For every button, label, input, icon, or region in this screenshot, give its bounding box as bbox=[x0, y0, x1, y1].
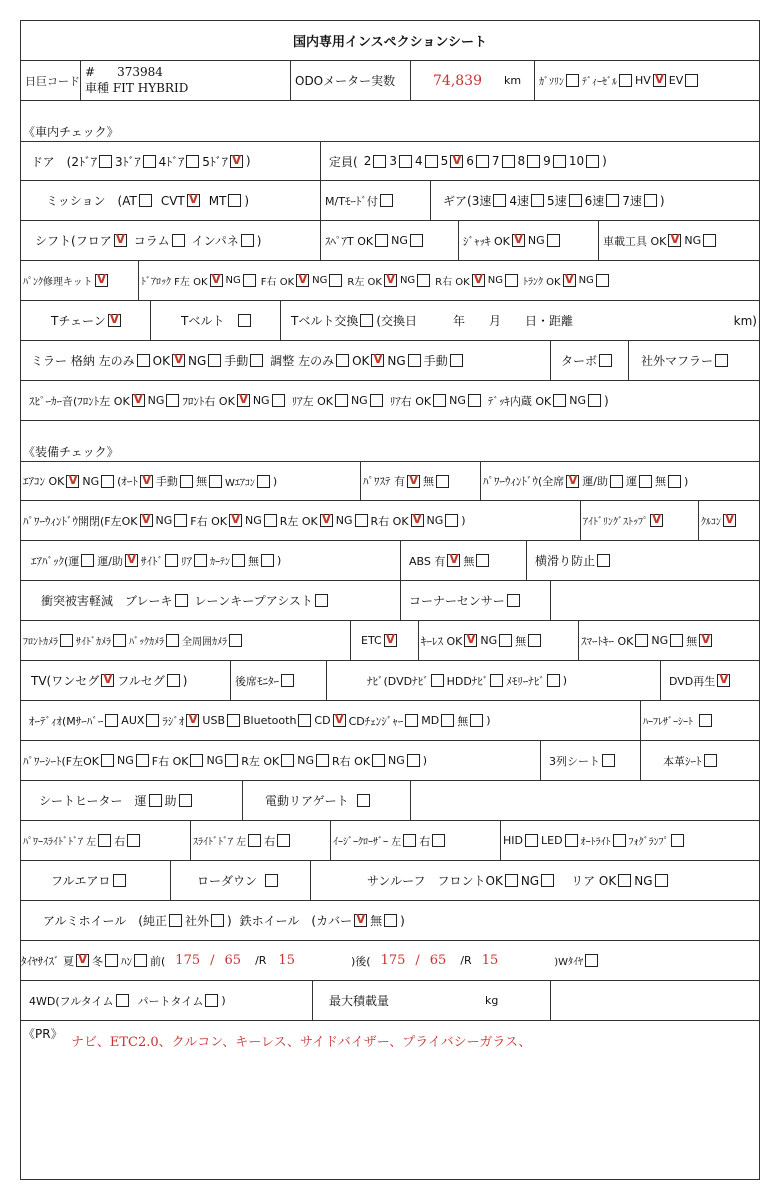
mission-cell: ミッション ( AT CVT V MT ) bbox=[21, 181, 321, 220]
mirror-fold-manual-checkbox[interactable] bbox=[250, 354, 263, 367]
shift-cell: シフト( フロア V コラム インパネ ) bbox=[21, 221, 321, 260]
lock-fl-ok-checkbox[interactable] bbox=[210, 274, 223, 287]
full-aero-checkbox[interactable] bbox=[113, 874, 126, 887]
tire-row bbox=[21, 941, 759, 981]
hv-checkbox[interactable] bbox=[653, 74, 666, 87]
usb-checkbox[interactable] bbox=[227, 714, 240, 727]
camera-row bbox=[21, 621, 759, 661]
lock-fl-ng-checkbox[interactable] bbox=[243, 274, 256, 287]
jack-cell: ｼﾞｬｯｷ OK V NG bbox=[459, 221, 599, 260]
aircon-ok-checkbox[interactable] bbox=[66, 475, 79, 488]
speaker-fl-ok-checkbox[interactable] bbox=[132, 394, 145, 407]
airbag-none-checkbox[interactable] bbox=[261, 554, 274, 567]
pr-label: 《PR》 bbox=[23, 1027, 63, 1041]
mirror-adjust-ng-checkbox[interactable] bbox=[408, 354, 421, 367]
interior-heading: 《車内チェック》 bbox=[23, 125, 119, 139]
hdd-navi-checkbox[interactable] bbox=[490, 674, 503, 687]
seat-heater-driver-checkbox[interactable] bbox=[149, 794, 162, 807]
door-3-checkbox[interactable] bbox=[143, 155, 156, 168]
odo-unit: km bbox=[504, 74, 522, 87]
hid-checkbox[interactable] bbox=[525, 834, 538, 847]
third-row-cell: 3列シート bbox=[541, 741, 641, 780]
smartkey-ok-checkbox[interactable] bbox=[635, 634, 648, 647]
seats-6-checkbox[interactable] bbox=[476, 155, 489, 168]
sunroof-cell: サンルーフ フロントOK NG リア OK NG bbox=[311, 861, 759, 900]
fourwd-row bbox=[21, 981, 759, 1021]
lights-cell: HID LED ｵｰﾄﾗｲﾄ ﾌｫｸﾞﾗﾝﾌﾟ bbox=[501, 821, 759, 860]
leather-cell: 本革ｼｰﾄ bbox=[641, 741, 759, 780]
seats-4-checkbox[interactable] bbox=[425, 155, 438, 168]
stock-number: 373984 bbox=[117, 65, 163, 79]
etc-cell: ETC V bbox=[351, 621, 419, 660]
abs-yes-checkbox[interactable] bbox=[447, 554, 460, 567]
front-tire-rim: 15 bbox=[278, 953, 295, 968]
aux-checkbox[interactable] bbox=[146, 714, 159, 727]
pw-rr-ng-checkbox[interactable] bbox=[445, 514, 458, 527]
seat-heater-blank-cell bbox=[411, 781, 759, 820]
tools-cell: 車載工具 OK V NG bbox=[599, 221, 759, 260]
airbag-curtain-checkbox[interactable] bbox=[232, 554, 245, 567]
idling-stop-cell: ｱｲﾄﾞﾘﾝｸﾞｽﾄｯﾌﾟ V bbox=[581, 501, 699, 540]
ps-rr-ng-checkbox[interactable] bbox=[407, 754, 420, 767]
pw-rl-ok-checkbox[interactable] bbox=[320, 514, 333, 527]
dvd-play-checkbox[interactable] bbox=[717, 674, 730, 687]
door-2-checkbox[interactable] bbox=[99, 155, 112, 168]
column-shift-checkbox[interactable] bbox=[172, 234, 185, 247]
wheel-row bbox=[21, 901, 759, 941]
smartkey-cell: ｽﾏｰﾄｷｰ OK NG 無 V bbox=[579, 621, 759, 660]
back-camera-checkbox[interactable] bbox=[166, 634, 179, 647]
speaker-rr-ok-checkbox[interactable] bbox=[433, 394, 446, 407]
header-row bbox=[21, 61, 759, 101]
odo-value: 74,839 bbox=[433, 72, 482, 89]
steel-cover-checkbox[interactable] bbox=[354, 914, 367, 927]
seat-heater-passenger-checkbox[interactable] bbox=[179, 794, 192, 807]
aircon-none-checkbox[interactable] bbox=[209, 475, 222, 488]
shift-row bbox=[21, 221, 759, 261]
mt-mode-cell: M/Tﾓｰﾄﾞ付 bbox=[321, 181, 431, 220]
full-aero-cell: フルエアロ bbox=[21, 861, 171, 900]
lock-trunk-ng-checkbox[interactable] bbox=[596, 274, 609, 287]
seat-heater-row bbox=[21, 781, 759, 821]
mirror-adjust-left-checkbox[interactable] bbox=[336, 354, 349, 367]
fourwd-fulltime-checkbox[interactable] bbox=[116, 994, 129, 1007]
tbelt-checkbox[interactable] bbox=[238, 314, 251, 327]
ps-fr-ok-checkbox[interactable] bbox=[190, 754, 203, 767]
mirror-adjust-manual-checkbox[interactable] bbox=[450, 354, 463, 367]
power-rear-gate-cell: 電動リアゲート bbox=[243, 781, 411, 820]
front-tire-width: 175 bbox=[175, 953, 201, 968]
title-row bbox=[21, 21, 759, 61]
ps-fl-ng-checkbox[interactable] bbox=[136, 754, 149, 767]
diesel-checkbox[interactable] bbox=[619, 74, 632, 87]
rear-tire-width: 175 bbox=[380, 953, 406, 968]
half-leather-checkbox[interactable] bbox=[699, 714, 712, 727]
lock-rr-ng-checkbox[interactable] bbox=[505, 274, 518, 287]
muffler-cell: 社外マフラー bbox=[629, 341, 759, 380]
pw-fl-ng-checkbox[interactable] bbox=[174, 514, 187, 527]
tire-cell: ﾀｲﾔｻｲｽﾞ 夏 V 冬 ﾊﾝ 前( 175 / 65 /R 15 )後( 175 / 65 /R 15 )Wﾀｲﾔ bbox=[21, 941, 759, 980]
keyless-cell: ｷｰﾚｽ OK V NG 無 bbox=[419, 621, 579, 660]
gasoline-label: ｶﾞｿﾘﾝ bbox=[539, 77, 564, 88]
half-leather-cell: ﾊｰﾌﾚｻﾞｰｼｰﾄ bbox=[641, 701, 759, 740]
code-label: 日巨コード bbox=[21, 61, 81, 100]
ps-rr-ok-checkbox[interactable] bbox=[372, 754, 385, 767]
door-cell: ドア (2ﾄﾞｱ 3ﾄﾞｱ 4ﾄﾞｱ 5ﾄﾞｱ V ) bbox=[21, 142, 321, 180]
pw-open-cell: ﾊﾟﾜｰｳｨﾝﾄﾞｳ開閉(F左OK V NG F右 OK V NG R左 OK V NG R右 OK V NG ) bbox=[21, 501, 581, 540]
cvt-checkbox[interactable] bbox=[187, 194, 200, 207]
seats-5-checkbox[interactable] bbox=[450, 155, 463, 168]
cd-checkbox[interactable] bbox=[333, 714, 346, 727]
lock-rl-ng-checkbox[interactable] bbox=[417, 274, 430, 287]
seats-9-checkbox[interactable] bbox=[553, 155, 566, 168]
gear-5-checkbox[interactable] bbox=[569, 194, 582, 207]
keyless-none-checkbox[interactable] bbox=[528, 634, 541, 647]
w-aircon-checkbox[interactable] bbox=[257, 475, 270, 488]
seats-2-checkbox[interactable] bbox=[373, 155, 386, 168]
lock-trunk-ok-checkbox[interactable] bbox=[563, 274, 576, 287]
vehicle-id-cell bbox=[81, 61, 291, 100]
deck-ng-checkbox[interactable] bbox=[588, 394, 601, 407]
pw-rl-ng-checkbox[interactable] bbox=[355, 514, 368, 527]
easy-closer-right-checkbox[interactable] bbox=[432, 834, 445, 847]
speaker-rl-ng-checkbox[interactable] bbox=[370, 394, 383, 407]
power-steering-cell: ﾊﾟﾜｽﾃ 有 V 無 bbox=[361, 462, 481, 500]
lock-fr-ok-checkbox[interactable] bbox=[296, 274, 309, 287]
slide-left-checkbox[interactable] bbox=[248, 834, 261, 847]
skid-checkbox[interactable] bbox=[597, 554, 610, 567]
interior-heading-row bbox=[21, 101, 759, 141]
mt-mode-checkbox[interactable] bbox=[380, 194, 393, 207]
fuel-cell bbox=[535, 61, 759, 100]
seats-10-checkbox[interactable] bbox=[586, 155, 599, 168]
tools-ng-checkbox[interactable] bbox=[703, 234, 716, 247]
tbelt-change-cell: Tベルト交換 (交換日 年 月 日・距離 km) bbox=[291, 313, 757, 328]
speaker-rl-ok-checkbox[interactable] bbox=[335, 394, 348, 407]
corner-sensor-cell: コーナーセンサー bbox=[401, 581, 551, 620]
tire-winter-checkbox[interactable] bbox=[105, 954, 118, 967]
mirror-row bbox=[21, 341, 759, 381]
repair-kit-cell: ﾊﾟﾝｸ修理キット V bbox=[21, 261, 139, 300]
ps-fl-ok-checkbox[interactable] bbox=[101, 754, 114, 767]
collision-row bbox=[21, 581, 759, 621]
floor-shift-checkbox[interactable] bbox=[114, 234, 127, 247]
rear-monitor-cell: 後席ﾓﾆﾀｰ bbox=[231, 661, 327, 700]
cd-changer-checkbox[interactable] bbox=[405, 714, 418, 727]
easy-closer-left-checkbox[interactable] bbox=[403, 834, 416, 847]
equipment-heading-row bbox=[21, 421, 759, 461]
cruise-checkbox[interactable] bbox=[723, 514, 736, 527]
seat-heater-cell: シートヒーター 運 助 bbox=[21, 781, 243, 820]
tchain-checkbox[interactable] bbox=[108, 314, 121, 327]
turbo-checkbox[interactable] bbox=[599, 354, 612, 367]
power-steering-none-checkbox[interactable] bbox=[436, 475, 449, 488]
collision-blank-cell bbox=[551, 581, 759, 620]
wheel-cell: アルミホイール (純正 社外 ) 鉄ホイール (カバー V 無 ) bbox=[21, 901, 759, 940]
pw-open-row bbox=[21, 501, 759, 541]
tire-han-checkbox[interactable] bbox=[134, 954, 147, 967]
collision-cell: 衝突被害軽減 ブレーキ レーンキープアシスト bbox=[21, 581, 401, 620]
oneseg-checkbox[interactable] bbox=[101, 674, 114, 687]
power-seat-cell: ﾊﾟﾜｰｼｰﾄ(F左OK NG F右 OK NG R左 OK NG R右 OK NG ) bbox=[21, 741, 541, 780]
airbag-driver-passenger-checkbox[interactable] bbox=[125, 554, 138, 567]
aircon-row bbox=[21, 461, 759, 501]
side-camera-checkbox[interactable] bbox=[113, 634, 126, 647]
cruise-cell: ｸﾙｺﾝ V bbox=[699, 501, 759, 540]
muffler-checkbox[interactable] bbox=[715, 354, 728, 367]
fog-lamp-checkbox[interactable] bbox=[671, 834, 684, 847]
power-slide-left-checkbox[interactable] bbox=[98, 834, 111, 847]
aircon-ng-checkbox[interactable] bbox=[101, 475, 114, 488]
power-slide-cell: ﾊﾟﾜｰｽﾗｲﾄﾞﾄﾞｱ 左 右 bbox=[21, 821, 191, 860]
aero-row bbox=[21, 861, 759, 901]
gear-cell: ギア( 3速 4速 5速 6速 7速 ) bbox=[443, 193, 665, 208]
pr-text: ナビ、ETC2.0、クルコン、キーレス、サイドバイザー、プライバシーガラス、 bbox=[71, 1035, 532, 1050]
mission-row bbox=[21, 181, 759, 221]
front-tire-aspect: 65 bbox=[224, 953, 242, 968]
dvd-play-cell: DVD再生 V bbox=[661, 661, 759, 700]
mt-checkbox[interactable] bbox=[228, 194, 241, 207]
aircon-manual-checkbox[interactable] bbox=[180, 475, 193, 488]
ev-label: EV bbox=[668, 74, 684, 87]
sunroof-front-ok-checkbox[interactable] bbox=[505, 874, 518, 887]
tools-ok-checkbox[interactable] bbox=[668, 234, 681, 247]
diesel-label: ﾃﾞｨｰｾﾞﾙ bbox=[582, 77, 617, 88]
keyless-ok-checkbox[interactable] bbox=[464, 634, 477, 647]
deck-ok-checkbox[interactable] bbox=[553, 394, 566, 407]
tbelt-change-checkbox[interactable] bbox=[360, 314, 373, 327]
spare-ng-checkbox[interactable] bbox=[410, 234, 423, 247]
repair-kit-checkbox[interactable] bbox=[95, 274, 108, 287]
spare-ok-checkbox[interactable] bbox=[375, 234, 388, 247]
m-server-checkbox[interactable] bbox=[105, 714, 118, 727]
audio-row bbox=[21, 701, 759, 741]
pw-fr-ok-checkbox[interactable] bbox=[229, 514, 242, 527]
pr-row bbox=[21, 1021, 759, 1179]
tire-summer-checkbox[interactable] bbox=[76, 954, 89, 967]
steel-none-checkbox[interactable] bbox=[384, 914, 397, 927]
tbelt-cell: Tベルト bbox=[151, 301, 281, 340]
seats-cell: 定員( 2 3 4 5 V 6 7 8 9 10 ) bbox=[321, 142, 759, 180]
skid-cell: 横滑り防止 bbox=[527, 541, 759, 580]
max-load-cell: 最大積載量 kg bbox=[313, 981, 551, 1020]
pw-driver-passenger-checkbox[interactable] bbox=[610, 475, 623, 488]
tchain-cell: Tチェーン V bbox=[21, 301, 151, 340]
etc-checkbox[interactable] bbox=[384, 634, 397, 647]
airbag-rear-checkbox[interactable] bbox=[194, 554, 207, 567]
mirror-fold-ng-checkbox[interactable] bbox=[208, 354, 221, 367]
at-checkbox[interactable] bbox=[139, 194, 152, 207]
ps-rl-ok-checkbox[interactable] bbox=[281, 754, 294, 767]
mirror-fold-left-checkbox[interactable] bbox=[137, 354, 150, 367]
door-lock-row bbox=[21, 261, 759, 301]
door-lock-cell: ﾄﾞｱﾛｯｸ F左 OK V NG F右 OK V NG R左 OK V NG R右 OK V NG ﾄﾗﾝｸ OK V NG bbox=[139, 261, 759, 300]
speaker-cell: ｽﾋﾟｰｶｰ音(ﾌﾛﾝﾄ左 OK V NG ﾌﾛﾝﾄ右 OK V NG ﾘｱ左 OK NG ﾘｱ右 OK NG ﾃﾞｯｷ内蔵 OK NG ) bbox=[21, 381, 759, 420]
lock-fr-ng-checkbox[interactable] bbox=[329, 274, 342, 287]
lock-rr-ok-checkbox[interactable] bbox=[472, 274, 485, 287]
aircon-cell: ｴｱｺﾝ OK V NG (ｵｰﾄ V 手動 無 Wｴｱｺﾝ ) bbox=[21, 462, 361, 500]
dvd-navi-checkbox[interactable] bbox=[431, 674, 444, 687]
abs-cell: ABS 有 V 無 bbox=[401, 541, 527, 580]
slide-door-cell: ｽﾗｲﾄﾞﾄﾞｱ 左 右 bbox=[191, 821, 331, 860]
tv-cell: TV(ワンセグ V フルセグ ) bbox=[21, 661, 231, 700]
pw-driver-checkbox[interactable] bbox=[639, 475, 652, 488]
alu-genuine-checkbox[interactable] bbox=[169, 914, 182, 927]
seats-8-checkbox[interactable] bbox=[527, 155, 540, 168]
timing-row bbox=[21, 301, 759, 341]
gear-7-checkbox[interactable] bbox=[644, 194, 657, 207]
radio-checkbox[interactable] bbox=[186, 714, 199, 727]
bluetooth-checkbox[interactable] bbox=[298, 714, 311, 727]
ps-fr-ng-checkbox[interactable] bbox=[225, 754, 238, 767]
auto-light-checkbox[interactable] bbox=[613, 834, 626, 847]
jack-ng-checkbox[interactable] bbox=[547, 234, 560, 247]
pw-none-checkbox[interactable] bbox=[668, 475, 681, 488]
smartkey-none-checkbox[interactable] bbox=[699, 634, 712, 647]
turbo-cell: ターボ bbox=[551, 341, 629, 380]
lock-rl-ok-checkbox[interactable] bbox=[384, 274, 397, 287]
fullseg-checkbox[interactable] bbox=[167, 674, 180, 687]
tv-row bbox=[21, 661, 759, 701]
rear-tire-rim: 15 bbox=[481, 953, 499, 968]
slide-door-row bbox=[21, 821, 759, 861]
power-seat-row bbox=[21, 741, 759, 781]
airbag-side-checkbox[interactable] bbox=[165, 554, 178, 567]
power-rear-gate-checkbox[interactable] bbox=[357, 794, 370, 807]
seats-7-checkbox[interactable] bbox=[502, 155, 515, 168]
power-window-cell: ﾊﾟﾜｰｳｨﾝﾄﾞｳ(全席 V 運/助 運 無 ) bbox=[481, 462, 759, 500]
leather-checkbox[interactable] bbox=[704, 754, 717, 767]
navi-cell: ﾅﾋﾞ(DVDﾅﾋﾞ HDDﾅﾋﾞ ﾒﾓﾘｰﾅﾋﾞ ) bbox=[327, 661, 661, 700]
odo-cell bbox=[411, 61, 535, 100]
pw-rr-ok-checkbox[interactable] bbox=[411, 514, 424, 527]
rear-tire-aspect: 65 bbox=[429, 953, 447, 968]
speaker-fr-ng-checkbox[interactable] bbox=[272, 394, 285, 407]
speaker-fl-ng-checkbox[interactable] bbox=[166, 394, 179, 407]
stock-label: # bbox=[85, 65, 96, 79]
audio-none-checkbox[interactable] bbox=[470, 714, 483, 727]
gear-3-checkbox[interactable] bbox=[493, 194, 506, 207]
pw-fr-ng-checkbox[interactable] bbox=[264, 514, 277, 527]
jack-ok-checkbox[interactable] bbox=[512, 234, 525, 247]
smartkey-ng-checkbox[interactable] bbox=[670, 634, 683, 647]
corner-sensor-checkbox[interactable] bbox=[507, 594, 520, 607]
hv-label: HV bbox=[635, 74, 651, 87]
around-camera-checkbox[interactable] bbox=[229, 634, 242, 647]
spare-tire-cell: ｽﾍﾟｱT OK NG bbox=[321, 221, 459, 260]
speaker-rr-ng-checkbox[interactable] bbox=[468, 394, 481, 407]
memory-navi-checkbox[interactable] bbox=[547, 674, 560, 687]
easy-closer-cell: ｲｰｼﾞｰｸﾛｰｻﾞｰ 左 右 bbox=[331, 821, 501, 860]
pw-all-checkbox[interactable] bbox=[566, 475, 579, 488]
sheet-title: 国内専用インスペクションシート bbox=[292, 35, 488, 50]
door-4-checkbox[interactable] bbox=[186, 155, 199, 168]
model-name: FIT HYBRID bbox=[112, 81, 189, 95]
odo-label: ODOメーター実数 bbox=[291, 61, 411, 100]
mirror-fold-ok-checkbox[interactable] bbox=[172, 354, 185, 367]
aircon-auto-checkbox[interactable] bbox=[140, 475, 153, 488]
third-row-checkbox[interactable] bbox=[602, 754, 615, 767]
abs-none-checkbox[interactable] bbox=[476, 554, 489, 567]
sunroof-rear-ng-checkbox[interactable] bbox=[655, 874, 668, 887]
gear-6-checkbox[interactable] bbox=[606, 194, 619, 207]
led-checkbox[interactable] bbox=[565, 834, 578, 847]
ps-rl-ng-checkbox[interactable] bbox=[316, 754, 329, 767]
airbag-row bbox=[21, 541, 759, 581]
rear-monitor-checkbox[interactable] bbox=[281, 674, 294, 687]
door-row bbox=[21, 141, 759, 181]
max-load-blank-cell bbox=[551, 981, 759, 1020]
slide-right-checkbox[interactable] bbox=[277, 834, 290, 847]
ev-checkbox[interactable] bbox=[685, 74, 698, 87]
inspection-sheet bbox=[20, 20, 760, 1180]
keyless-ng-checkbox[interactable] bbox=[499, 634, 512, 647]
lowdown-checkbox[interactable] bbox=[265, 874, 278, 887]
gear-4-checkbox[interactable] bbox=[531, 194, 544, 207]
airbag-driver-checkbox[interactable] bbox=[81, 554, 94, 567]
sunroof-rear-ok-checkbox[interactable] bbox=[618, 874, 631, 887]
audio-cell: ｵｰﾃﾞｨｵ(Mｻｰﾊﾞｰ AUX ﾗｼﾞｵ V USB Bluetooth CD V CDﾁｪﾝｼﾞｬｰ MD 無 ) bbox=[21, 701, 641, 740]
fourwd-parttime-checkbox[interactable] bbox=[205, 994, 218, 1007]
mirror-cell: ミラー 格納 左のみ OK V NG 手動 調整 左のみ OK V NG 手動 bbox=[21, 341, 551, 380]
collision-brake-checkbox[interactable] bbox=[175, 594, 188, 607]
speaker-row bbox=[21, 381, 759, 421]
power-steering-yes-checkbox[interactable] bbox=[407, 475, 420, 488]
camera-cell: ﾌﾛﾝﾄｶﾒﾗ ｻｲﾄﾞｶﾒﾗ ﾊﾞｯｸｶﾒﾗ 全周囲ｶﾒﾗ bbox=[21, 621, 351, 660]
gasoline-checkbox[interactable] bbox=[566, 74, 579, 87]
sunroof-front-ng-checkbox[interactable] bbox=[541, 874, 554, 887]
md-checkbox[interactable] bbox=[441, 714, 454, 727]
pw-fl-ok-checkbox[interactable] bbox=[140, 514, 153, 527]
equipment-heading: 《装備チェック》 bbox=[23, 445, 119, 459]
airbag-cell: ｴｱﾊﾞｯｸ(運 運/助 V ｻｲﾄﾞ ﾘｱ ｶｰﾃﾝ 無 ) bbox=[21, 541, 401, 580]
mirror-adjust-ok-checkbox[interactable] bbox=[371, 354, 384, 367]
power-slide-right-checkbox[interactable] bbox=[127, 834, 140, 847]
lane-keep-checkbox[interactable] bbox=[315, 594, 328, 607]
speaker-fr-ok-checkbox[interactable] bbox=[237, 394, 250, 407]
seats-3-checkbox[interactable] bbox=[399, 155, 412, 168]
model-label: 車種 bbox=[85, 81, 110, 95]
inpane-shift-checkbox[interactable] bbox=[241, 234, 254, 247]
fourwd-cell: 4WD(フルタイム パートタイム ) bbox=[21, 981, 313, 1020]
idling-stop-checkbox[interactable] bbox=[650, 514, 663, 527]
w-tire-checkbox[interactable] bbox=[585, 954, 598, 967]
front-camera-checkbox[interactable] bbox=[60, 634, 73, 647]
door-5-checkbox[interactable] bbox=[230, 155, 243, 168]
alu-aftermarket-checkbox[interactable] bbox=[211, 914, 224, 927]
lowdown-cell: ローダウン bbox=[171, 861, 311, 900]
